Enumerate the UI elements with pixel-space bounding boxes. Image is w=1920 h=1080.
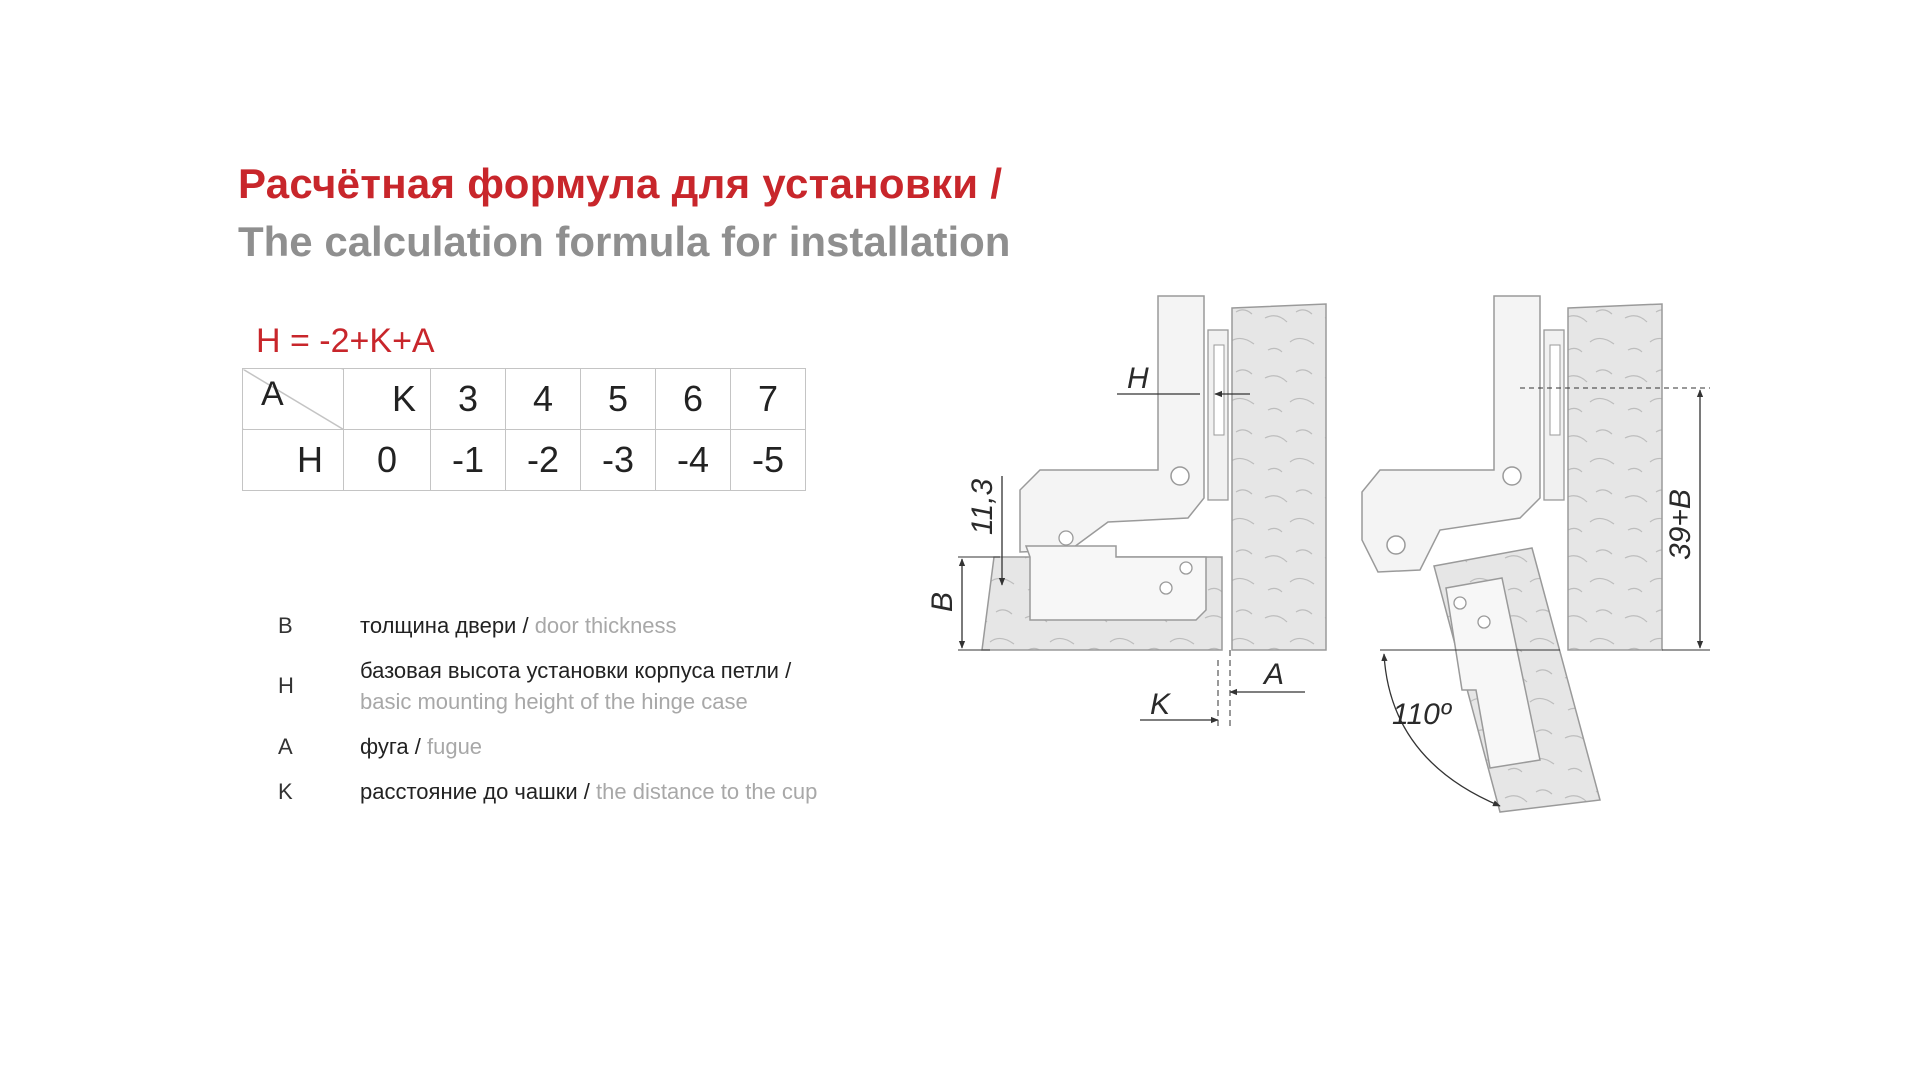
h-value: -3 [581,430,656,491]
hinge-arm [1020,296,1204,552]
k-value: 4 [506,369,581,430]
dim-label-a: A [1264,658,1285,691]
cup-screw [1180,562,1192,574]
hinge-arm [1362,296,1540,572]
legend-en: fugue [426,734,483,759]
cup-screw [1454,597,1466,609]
dim-label-39b: 39+B [1664,489,1697,560]
h-value: 0 [344,430,431,491]
h-value: -1 [431,430,506,491]
legend-key: B [278,612,293,638]
cabinet-wall [1568,304,1662,650]
dim-label-b: B [926,591,959,612]
legend-separator: / [408,734,427,759]
hinge-pivot [1503,467,1521,485]
legend-ru: толщина двери [360,613,517,638]
dim-label-k: K [1150,688,1171,721]
legend-separator: / [516,613,535,638]
hinge-pivot [1171,467,1189,485]
legend-ru: фуга [360,734,409,759]
legend-en: door thickness [534,613,677,638]
h-value: -5 [731,430,806,491]
corner-label-k: K [344,369,431,430]
legend-en: the distance to the cup [596,779,818,804]
hinge-pivot [1387,536,1405,554]
legend-key: K [278,778,293,804]
dim-label-h: H [1127,362,1149,395]
k-value: 7 [731,369,806,430]
cabinet-wall [1232,304,1326,650]
title-russian: Расчётная формула для установки / [238,160,1003,207]
cup-screw [1160,582,1172,594]
cup-screw [1478,616,1490,628]
row-label-h: H [243,430,344,491]
legend-key: A [278,733,293,759]
h-value: -2 [506,430,581,491]
right-view [1362,296,1710,812]
left-view [926,296,1326,730]
legend-separator: / [577,779,597,804]
corner-label-a: A [261,375,284,413]
mounting-plate-slot [1214,345,1224,435]
angle-label: 110º [1392,698,1451,731]
k-value: 6 [656,369,731,430]
k-value: 3 [431,369,506,430]
legend-key: H [278,673,294,698]
legend-ru: базовая высота установки корпуса петли [360,658,779,683]
mounting-plate-slot [1550,345,1560,435]
legend-ru: расстояние до чашки [360,779,578,804]
legend-separator: / [778,658,792,683]
k-value: 5 [581,369,656,430]
title-english: The calculation formula for installation [238,218,1011,265]
h-value: -4 [656,430,731,491]
hinge-pivot-small [1059,531,1073,545]
dim-label-11-3: 11,3 [966,478,999,535]
legend-en: basic mounting height of the hinge case [360,689,748,714]
hinge-cup [1026,546,1206,620]
formula: H = -2+K+A [256,322,435,360]
